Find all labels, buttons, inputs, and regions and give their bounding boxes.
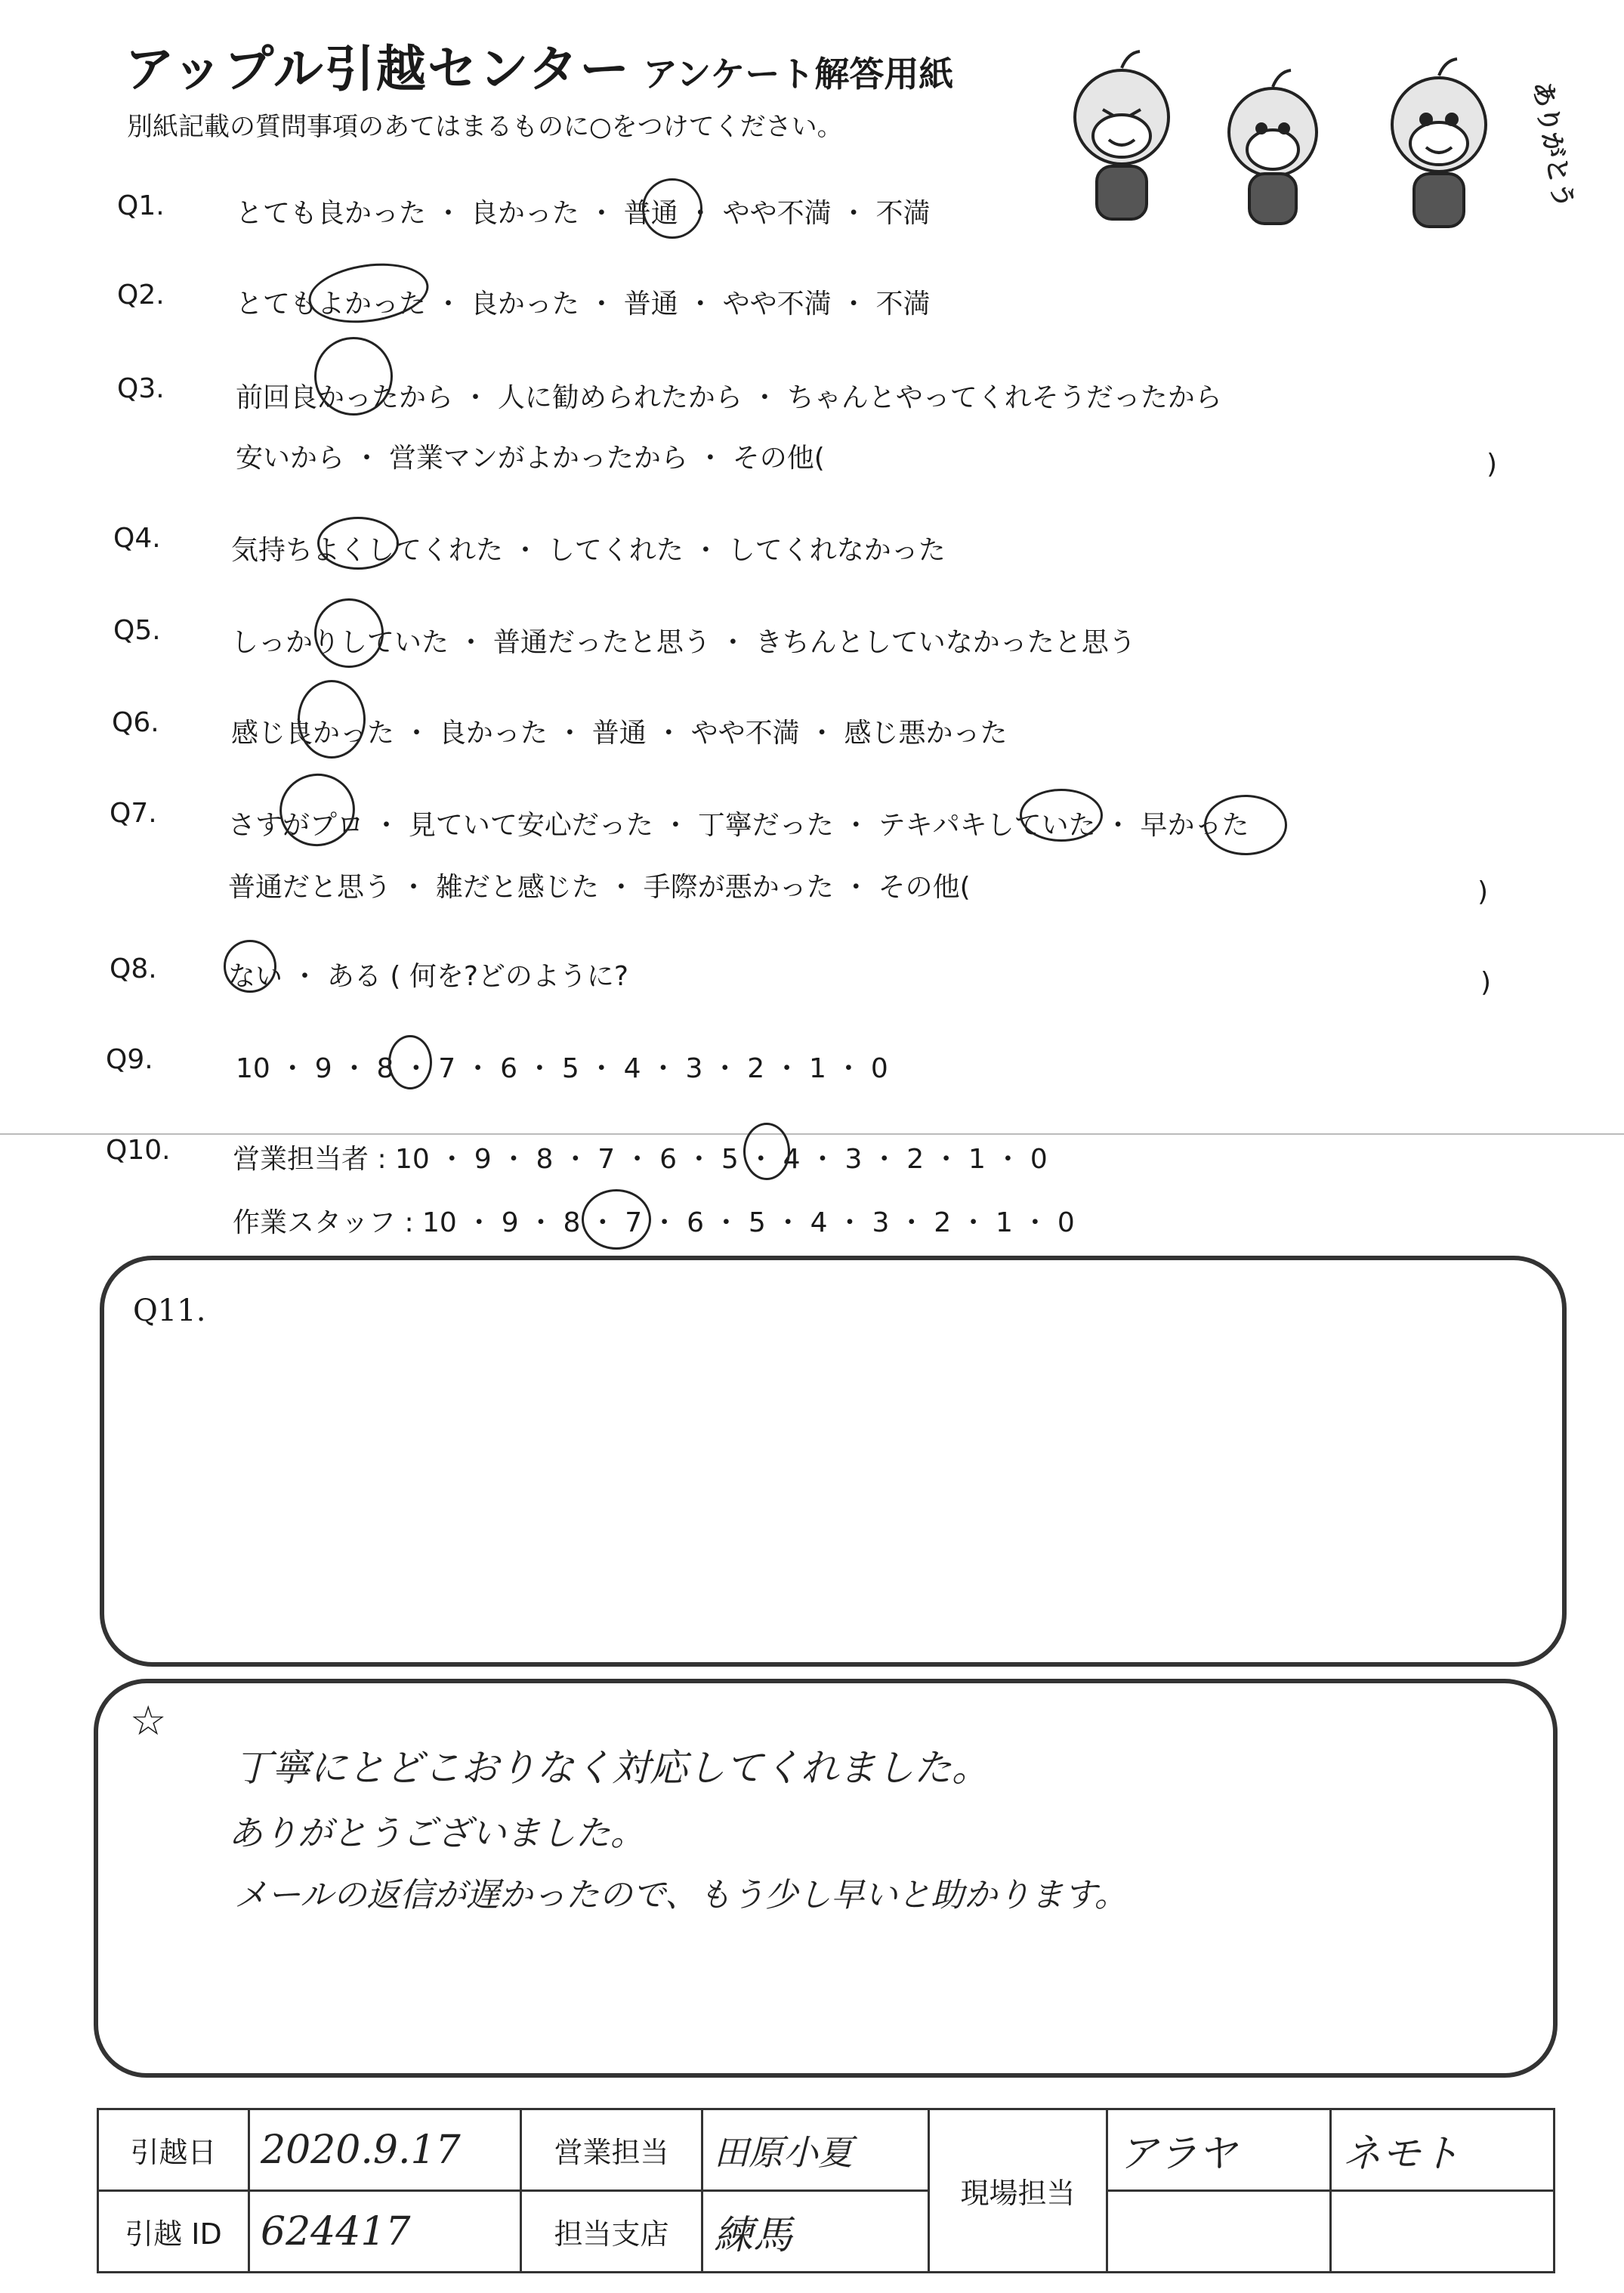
q5-answer-circle xyxy=(314,598,384,668)
q5-label: Q5. xyxy=(113,615,161,646)
q8-options: ない ・ ある ( 何を?どのように? xyxy=(228,961,629,992)
q9-answer-circle xyxy=(388,1035,432,1089)
q3-label: Q3. xyxy=(117,373,165,404)
q9-scale: 10 ・ 9 ・ 8 ・ 7 ・ 6 ・ 5 ・ 4 ・ 3 ・ 2 ・ 1 ・ 0 xyxy=(236,1053,888,1084)
comment-line-3: メールの返信が遅かったので、もう少し早いと助かります。 xyxy=(234,1876,1128,1914)
q11-answer-box[interactable] xyxy=(100,1256,1567,1667)
q7-options-line1: さすがプロ ・ 見ていて安心だった ・ 丁寧だった ・ テキパキしていた ・ 早かった xyxy=(228,810,1249,841)
q3-options-line1: 前回良かったから ・ 人に勧められたから ・ ちゃんとやってくれそうだったから xyxy=(236,382,1222,413)
comment-line-2: ありがとうございました。 xyxy=(228,1812,645,1853)
q1-label: Q1. xyxy=(117,190,165,221)
footer-row xyxy=(98,2191,1555,2273)
q8-answer-circle xyxy=(224,940,276,993)
sales-rep-label: 営業担当 xyxy=(521,2109,702,2191)
q7-options-line2: 普通だと思う ・ 雑だと感じた ・ 手際が悪かった ・ その他( xyxy=(228,872,971,903)
star-icon: ☆ xyxy=(130,1697,167,1744)
moving-id-label: 引越 ID xyxy=(98,2191,249,2273)
form-subtitle: アンケート解答用紙 xyxy=(643,54,954,94)
moving-date-label: 引越日 xyxy=(98,2109,249,2191)
branch-label: 担当支店 xyxy=(521,2191,702,2273)
branch-value[interactable]: 練馬 xyxy=(702,2191,929,2273)
mascot-illustration xyxy=(1050,45,1579,242)
q4-label: Q4. xyxy=(113,523,161,554)
company-name: アップル引越センター xyxy=(125,40,631,98)
scan-fold-line xyxy=(0,1133,1624,1135)
q10-staff-scale: 作業スタッフ : 10 ・ 9 ・ 8 ・ 7 ・ 6 ・ 5 ・ 4 ・ 3 ・ 2 ・ 1 ・ 0 xyxy=(233,1207,1075,1238)
site-staff-1[interactable]: アラヤ xyxy=(1107,2109,1331,2191)
q7-label: Q7. xyxy=(110,798,157,829)
site-staff-label: 現場担当 xyxy=(929,2109,1107,2273)
q1-options: とても良かった ・ 良かった ・ 普通 ・ やや不満 ・ 不満 xyxy=(236,198,931,229)
q7-answer-circle-2 xyxy=(1020,789,1103,842)
q7-answer-circle-3 xyxy=(1204,795,1287,855)
q10-sales-scale: 営業担当者 : 10 ・ 9 ・ 8 ・ 7 ・ 6 ・ 5 ・ 4 ・ 3 ・ 2 ・ 1 ・ 0 xyxy=(233,1144,1048,1175)
site-staff-2[interactable]: ネモト xyxy=(1331,2109,1555,2191)
q8-close-paren: ) xyxy=(1480,967,1492,998)
q9-label: Q9. xyxy=(106,1044,153,1075)
q6-label: Q6. xyxy=(112,707,159,738)
comment-line-1: 丁寧にとどこおりなく対応してくれました。 xyxy=(234,1746,990,1790)
q6-answer-circle xyxy=(298,680,366,759)
site-staff-3[interactable] xyxy=(1107,2191,1331,2273)
moving-date-value[interactable]: 2020.9.17 xyxy=(249,2109,521,2191)
moving-id-value[interactable]: 624417 xyxy=(249,2191,521,2273)
monkey-icon xyxy=(1392,59,1486,227)
instruction-text: 別紙記載の質問事項のあてはまるものに○をつけてください。 xyxy=(127,112,843,142)
q10-label: Q10. xyxy=(106,1135,171,1166)
form-title xyxy=(125,29,953,100)
q5-options: しっかりしていた ・ 普通だったと思う ・ きちんとしていなかったと思う xyxy=(231,627,1136,658)
monkey-icon xyxy=(1075,51,1169,219)
q7-close-paren: ) xyxy=(1477,876,1489,907)
q11-label: Q11. xyxy=(133,1293,206,1328)
site-staff-4[interactable] xyxy=(1331,2191,1555,2273)
q2-label: Q2. xyxy=(117,280,165,311)
q3-options-line2: 安いから ・ 営業マンがよかったから ・ その他( xyxy=(236,443,825,474)
footer-info-table xyxy=(97,2108,1555,2273)
footer-row xyxy=(98,2109,1555,2191)
q10-staff-answer-circle xyxy=(582,1189,651,1250)
q4-options: 気持ちよくしてくれた ・ してくれた ・ してくれなかった xyxy=(231,535,946,566)
q10-sales-answer-circle xyxy=(743,1123,790,1180)
q4-answer-circle xyxy=(317,517,399,570)
q3-close-paren: ) xyxy=(1487,449,1498,480)
q8-label: Q8. xyxy=(110,953,157,984)
sales-rep-value[interactable]: 田原小夏 xyxy=(702,2109,929,2191)
q6-options: 感じ良かった ・ 良かった ・ 普通 ・ やや不満 ・ 感じ悪かった xyxy=(231,718,1008,749)
monkey-icon xyxy=(1229,70,1317,224)
mascot-thanks-text: ありがとう xyxy=(1527,79,1579,211)
q1-answer-circle xyxy=(642,178,702,239)
q2-options: とてもよかった ・ 良かった ・ 普通 ・ やや不満 ・ 不満 xyxy=(236,289,931,320)
